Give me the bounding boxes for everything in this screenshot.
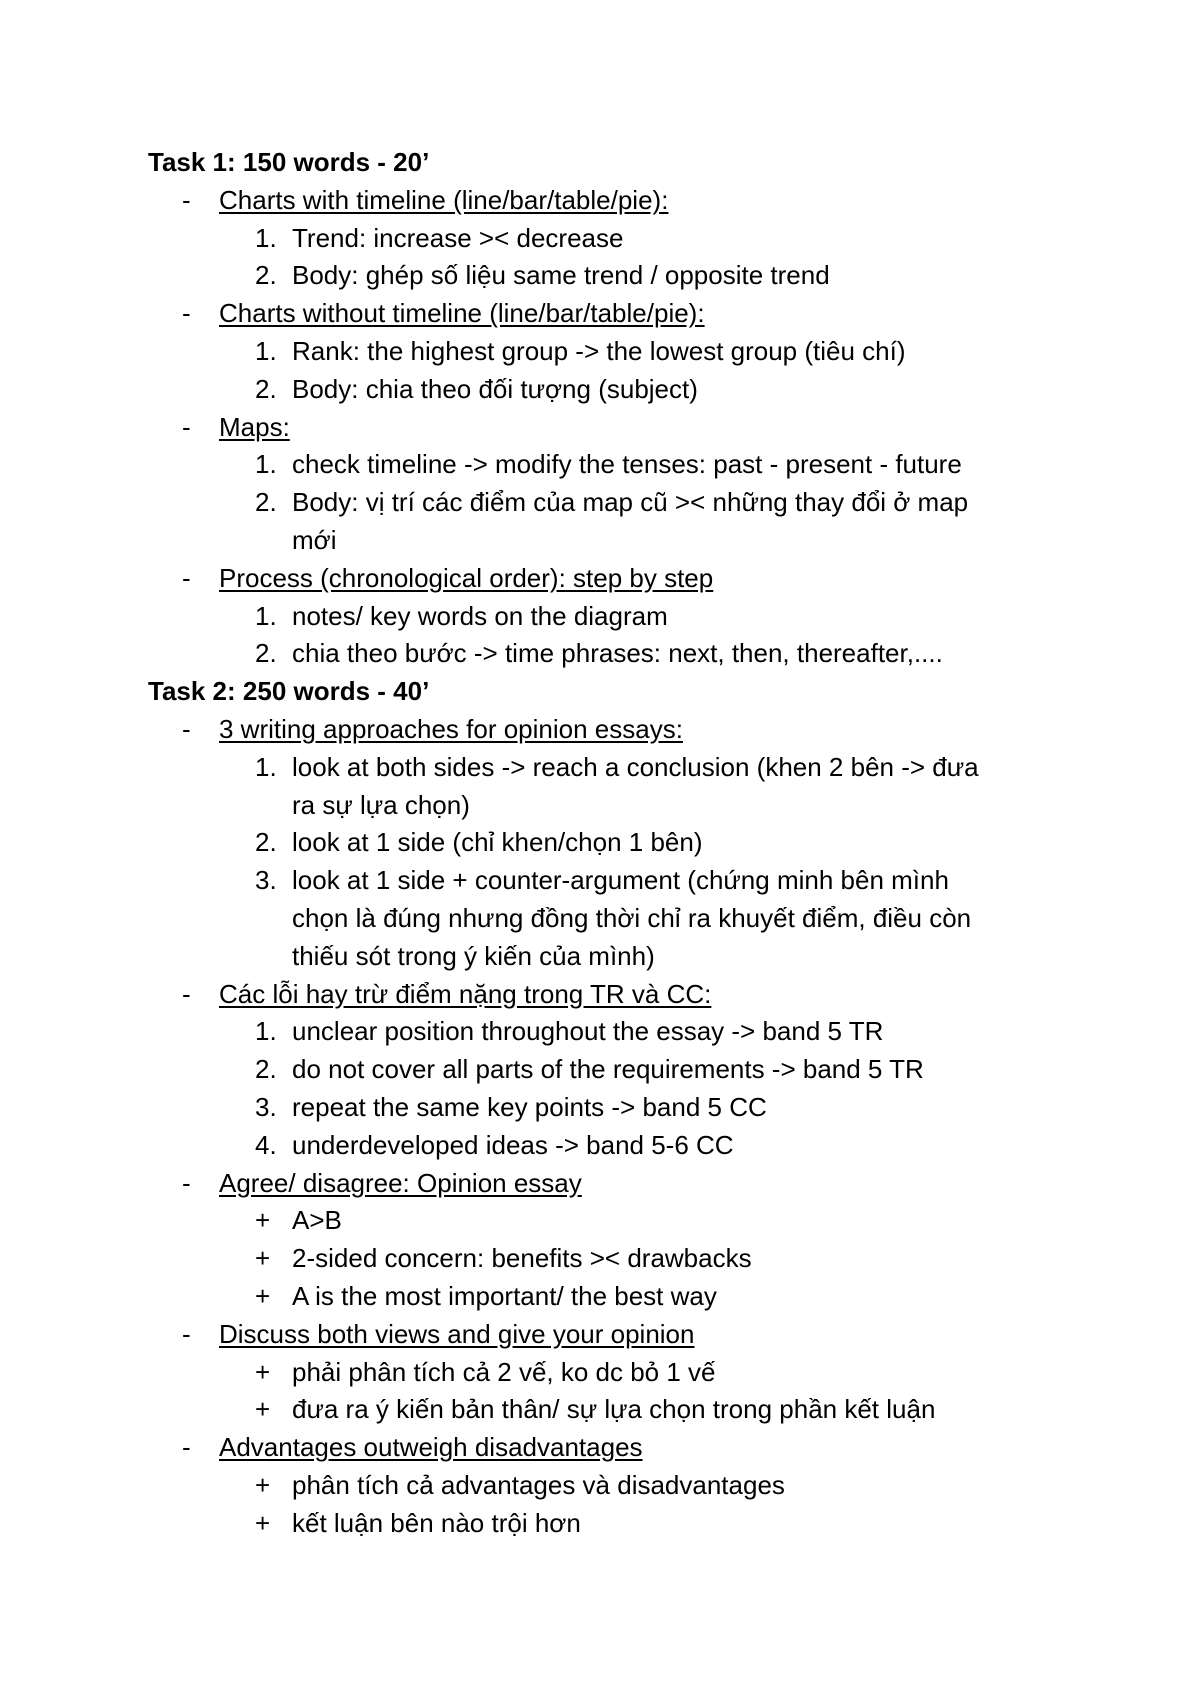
bullet-line (148, 1429, 1108, 1467)
bullet-line (148, 409, 1108, 447)
bullet-line (148, 1165, 1108, 1203)
item-number: 2. (255, 373, 277, 404)
bullet-title: Maps: (219, 411, 290, 442)
plus-marker: + (255, 1356, 271, 1387)
bullet-line (148, 295, 1108, 333)
bullet-group (148, 711, 1108, 976)
bullet-line (148, 976, 1108, 1014)
numbered-item (148, 522, 1108, 560)
task-section (148, 144, 1108, 673)
numbered-item (148, 446, 1108, 484)
item-text: do not cover all parts of the requirements -> band 5 TR (292, 1054, 924, 1085)
dash-marker: - (182, 298, 191, 329)
bullet-group (148, 560, 1108, 673)
item-number: 2. (255, 260, 277, 291)
task-heading: Task 2: 250 words - 40’ (148, 676, 430, 707)
bullet-group (148, 1316, 1108, 1429)
plus-item (148, 1278, 1108, 1316)
bullet-title: Charts without timeline (line/bar/table/pie): (219, 298, 705, 329)
bullet-title: Advantages outweigh disadvantages (219, 1432, 643, 1463)
numbered-item (148, 900, 1108, 938)
numbered-item (148, 635, 1108, 673)
dash-marker: - (182, 411, 191, 442)
item-text: A>B (292, 1205, 342, 1236)
item-text: repeat the same key points -> band 5 CC (292, 1091, 767, 1122)
plus-marker: + (255, 1394, 271, 1425)
bullet-group (148, 1165, 1108, 1316)
bullet-group (148, 976, 1108, 1165)
plus-marker: + (255, 1243, 271, 1274)
numbered-item (148, 220, 1108, 258)
bullet-group (148, 1429, 1108, 1542)
bullet-line (148, 182, 1108, 220)
item-number: 2. (255, 487, 277, 518)
plus-marker: + (255, 1507, 271, 1538)
item-number: 1. (255, 600, 277, 631)
item-text: chọn là đúng nhưng đồng thời chỉ ra khuyết điểm, điều còn (292, 902, 972, 933)
bullet-title: Các lỗi hay trừ điểm nặng trong TR và CC: (219, 978, 712, 1009)
item-text: Body: vị trí các điểm của map cũ >< những thay đổi ở map (292, 487, 969, 518)
bullet-title: Process (chronological order): step by step (219, 562, 714, 593)
numbered-item (148, 333, 1108, 371)
plus-marker: + (255, 1280, 271, 1311)
item-number: 1. (255, 449, 277, 480)
dash-marker: - (182, 1318, 191, 1349)
plus-item (148, 1505, 1108, 1543)
task-heading: Task 1: 150 words - 20’ (148, 147, 430, 177)
plus-item (148, 1202, 1108, 1240)
item-text: check timeline -> modify the tenses: past - present - future (292, 449, 962, 480)
numbered-item (148, 862, 1108, 900)
plus-item (148, 1354, 1108, 1392)
item-number: 2. (255, 827, 277, 858)
item-text: phải phân tích cả 2 vế, ko dc bỏ 1 vế (292, 1356, 716, 1387)
plus-item (148, 1240, 1108, 1278)
item-number: 1. (255, 751, 277, 782)
numbered-item (148, 484, 1108, 522)
bullet-title: Agree/ disagree: Opinion essay (219, 1167, 582, 1198)
numbered-item (148, 598, 1108, 636)
numbered-item (148, 1127, 1108, 1165)
item-text: look at 1 side + counter-argument (chứng minh bên mình (292, 865, 949, 896)
item-text: đưa ra ý kiến bản thân/ sự lựa chọn trong phần kết luận (292, 1394, 936, 1425)
item-text: kết luận bên nào trội hơn (292, 1507, 581, 1538)
item-text: Trend: increase >< decrease (292, 222, 624, 253)
numbered-item (148, 257, 1108, 295)
item-text: unclear position throughout the essay -> band 5 TR (292, 1016, 884, 1047)
bullet-line (148, 1316, 1108, 1354)
dash-marker: - (182, 562, 191, 593)
item-number: 2. (255, 638, 277, 669)
item-text: Body: ghép số liệu same trend / opposite trend (292, 260, 830, 291)
item-number: 4. (255, 1129, 277, 1160)
dash-marker: - (182, 713, 191, 744)
numbered-item (148, 1013, 1108, 1051)
item-text: look at both sides -> reach a conclusion (khen 2 bên -> đưa (292, 751, 979, 782)
bullet-group (148, 295, 1108, 408)
item-text: Body: chia theo đối tượng (subject) (292, 373, 698, 404)
numbered-item (148, 1089, 1108, 1127)
item-number: 3. (255, 865, 277, 896)
item-text: chia theo bước -> time phrases: next, then, thereafter,.... (292, 638, 943, 669)
item-number: 2. (255, 1054, 277, 1085)
item-text: ra sự lựa chọn) (292, 789, 470, 820)
document-body (148, 144, 1108, 1542)
dash-marker: - (182, 1432, 191, 1463)
bullet-group (148, 182, 1108, 295)
item-text: notes/ key words on the diagram (292, 600, 668, 631)
item-number: 3. (255, 1091, 277, 1122)
numbered-item (148, 1051, 1108, 1089)
numbered-item (148, 749, 1108, 787)
item-text: phân tích cả advantages và disadvantages (292, 1469, 785, 1500)
item-text: A is the most important/ the best way (292, 1280, 717, 1311)
task-section (148, 673, 1108, 1542)
item-number: 1. (255, 222, 277, 253)
numbered-item (148, 824, 1108, 862)
plus-marker: + (255, 1469, 271, 1500)
plus-marker: + (255, 1205, 271, 1236)
item-number: 1. (255, 1016, 277, 1047)
numbered-item (148, 787, 1108, 825)
bullet-group (148, 409, 1108, 560)
numbered-item (148, 371, 1108, 409)
item-text: thiếu sót trong ý kiến của mình) (292, 940, 655, 971)
item-number: 1. (255, 335, 277, 366)
dash-marker: - (182, 978, 191, 1009)
item-text: mới (292, 524, 337, 555)
plus-item (148, 1391, 1108, 1429)
bullet-line (148, 560, 1108, 598)
dash-marker: - (182, 1167, 191, 1198)
item-text: 2-sided concern: benefits >< drawbacks (292, 1243, 752, 1274)
item-text: underdeveloped ideas -> band 5-6 CC (292, 1129, 734, 1160)
bullet-line (148, 711, 1108, 749)
bullet-title: Discuss both views and give your opinion (219, 1318, 695, 1349)
item-text: look at 1 side (chỉ khen/chọn 1 bên) (292, 827, 703, 858)
plus-item (148, 1467, 1108, 1505)
dash-marker: - (182, 184, 191, 215)
bullet-title: 3 writing approaches for opinion essays: (219, 713, 683, 744)
numbered-item (148, 938, 1108, 976)
item-text: Rank: the highest group -> the lowest group (tiêu chí) (292, 335, 906, 366)
bullet-title: Charts with timeline (line/bar/table/pie): (219, 184, 669, 215)
